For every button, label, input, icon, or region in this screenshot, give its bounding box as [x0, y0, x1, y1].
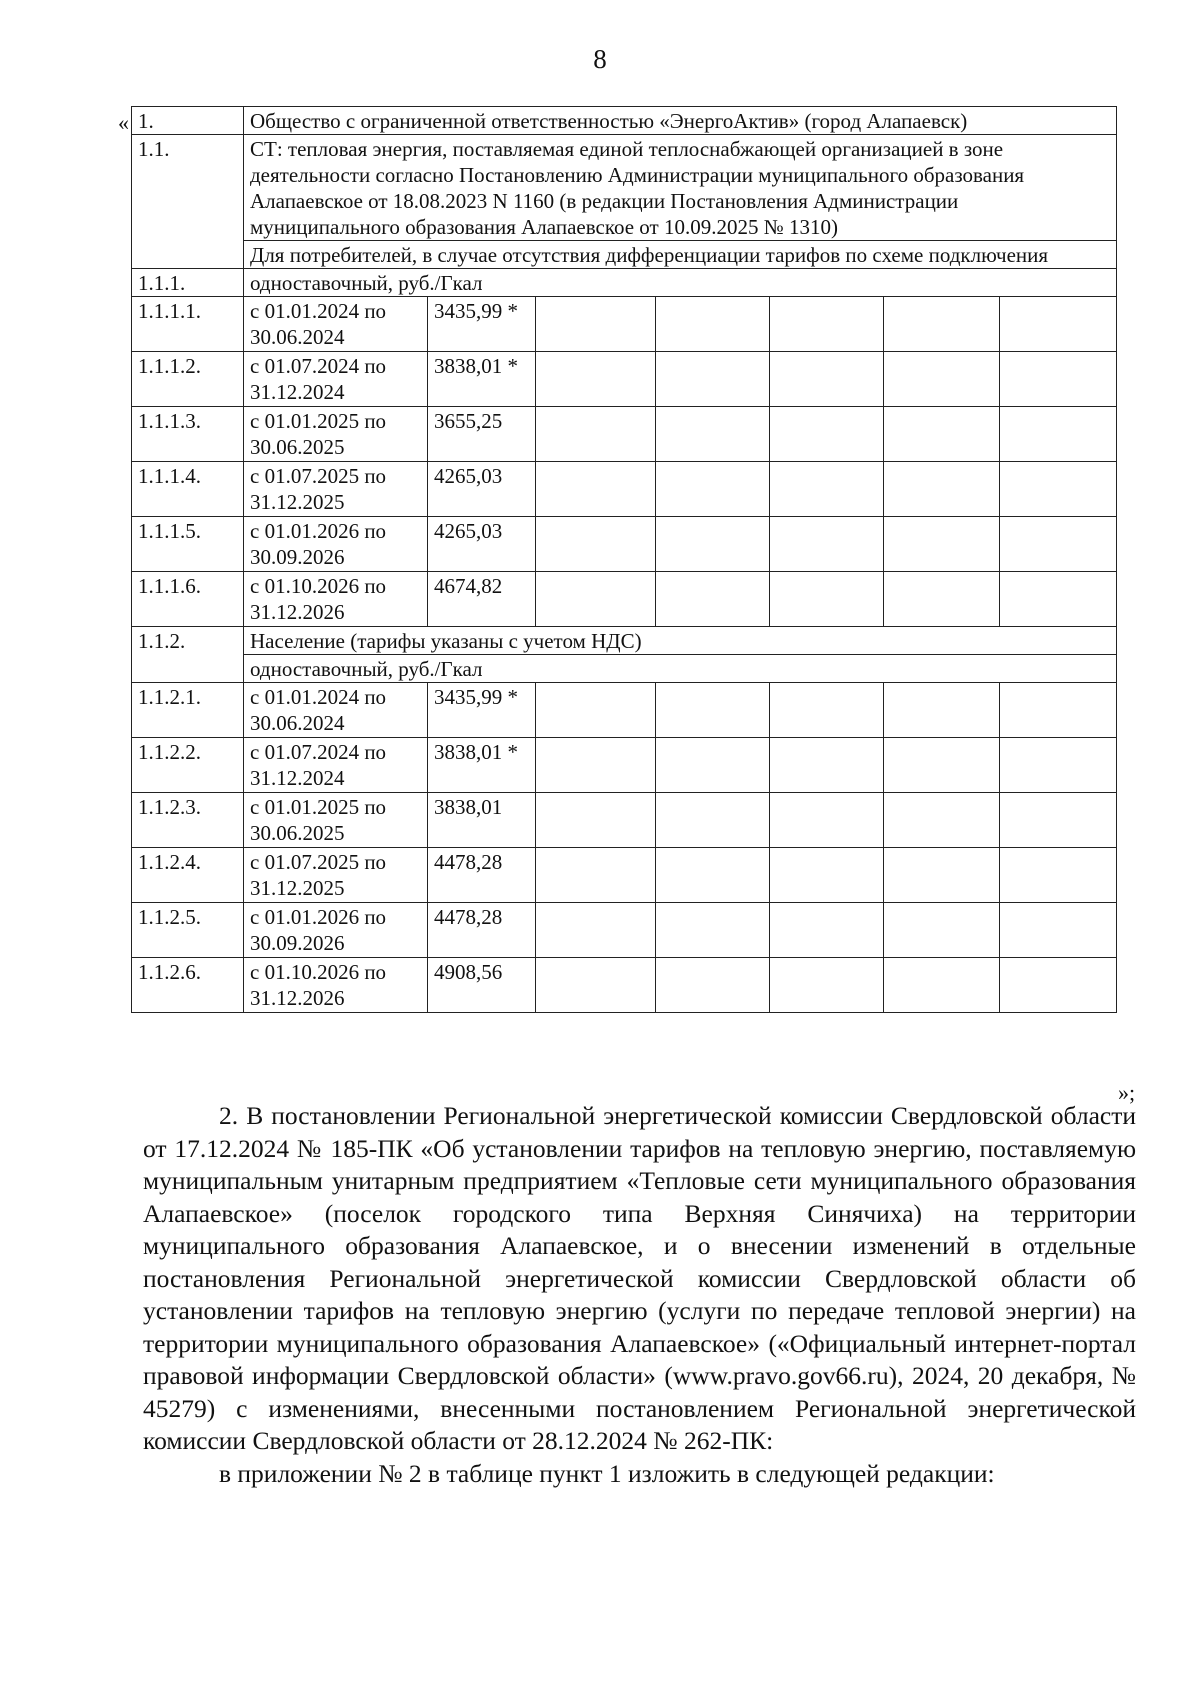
row-period: с 01.07.2024 по 31.12.2024	[244, 738, 428, 793]
tariff-row	[132, 462, 1117, 517]
empty-cell	[536, 738, 656, 793]
row-number: 1.1.1.6.	[132, 572, 244, 627]
tariff-table	[131, 106, 1117, 1013]
paragraph-instruction: в приложении № 2 в таблице пункт 1 изложить в следующей редакции:	[219, 1458, 995, 1488]
empty-cell	[656, 903, 770, 958]
row-value: 4674,82	[428, 572, 536, 627]
empty-cell	[770, 572, 884, 627]
consumers-row	[132, 241, 1117, 269]
group2-title: Население (тарифы указаны с учетом НДС)	[244, 627, 1117, 655]
tariff-row	[132, 903, 1117, 958]
empty-cell	[1000, 903, 1117, 958]
paragraph-amendment: 2. В постановлении Региональной энергетической комиссии Свердловской области от 17.12.2024 № 185-ПК «Об установлении тарифов на тепловую энергию, поставляемую муниципальным унитарным предприятием «Тепловые сети муниципального образования Алапаевское» (поселок городского типа Верхняя Синячиха) на территории муниципального образования Алапаевское, и о внесении изменений в отдельные постановления Региональной энергетической комиссии Свердловской области об установлении тарифов на тепловую энергию (услуги по передаче тепловой энергии) на территории муниципального образования Алапаевское» («Официальный интернет-портал правовой информации Свердловской области» (www.pravo.gov66.ru), 2024, 20 декабря, № 45279) с изменениями, внесенными постановлением Региональной энергетической комиссии Свердловской области от 28.12.2024 № 262-ПК:	[143, 1101, 1136, 1455]
row-number: 1.1.1.5.	[132, 517, 244, 572]
group1-header-row	[132, 269, 1117, 297]
empty-cell	[1000, 958, 1117, 1013]
row-value: 3838,01 *	[428, 352, 536, 407]
org-name: Общество с ограниченной ответственностью «ЭнергоАктив» (город Алапаевск)	[244, 107, 1117, 135]
empty-cell	[1000, 352, 1117, 407]
empty-cell	[536, 793, 656, 848]
tariff-row	[132, 958, 1117, 1013]
empty-cell	[884, 903, 1000, 958]
empty-cell	[1000, 462, 1117, 517]
tariff-row	[132, 793, 1117, 848]
group2-label: одноставочный, руб./Гкал	[244, 655, 1117, 683]
empty-cell	[1000, 738, 1117, 793]
tariff-row	[132, 683, 1117, 738]
row-value: 4908,56	[428, 958, 536, 1013]
empty-cell	[1000, 297, 1117, 352]
empty-cell	[536, 297, 656, 352]
empty-cell	[770, 793, 884, 848]
row-period: с 01.01.2026 по 30.09.2026	[244, 903, 428, 958]
empty-cell	[536, 517, 656, 572]
row-number: 1.1.1.2.	[132, 352, 244, 407]
empty-cell	[1000, 848, 1117, 903]
row-number: 1.1.2.2.	[132, 738, 244, 793]
row-period: с 01.01.2024 по 30.06.2024	[244, 297, 428, 352]
empty-cell	[884, 958, 1000, 1013]
tariff-row	[132, 738, 1117, 793]
group2-title-row	[132, 627, 1117, 655]
group2-number: 1.1.2.	[132, 627, 244, 683]
tariff-row	[132, 297, 1117, 352]
tariff-row	[132, 517, 1117, 572]
row-value: 4478,28	[428, 848, 536, 903]
group1-label: одноставочный, руб./Гкал	[244, 269, 1117, 297]
row-value: 3838,01	[428, 793, 536, 848]
row-number: 1.1.2.3.	[132, 793, 244, 848]
row-period: с 01.10.2026 по 31.12.2026	[244, 958, 428, 1013]
empty-cell	[770, 517, 884, 572]
ct-row	[132, 135, 1117, 241]
empty-cell	[884, 517, 1000, 572]
empty-cell	[656, 958, 770, 1013]
empty-cell	[536, 572, 656, 627]
row-value: 4265,03	[428, 462, 536, 517]
empty-cell	[536, 462, 656, 517]
tariff-row	[132, 407, 1117, 462]
empty-cell	[770, 297, 884, 352]
empty-cell	[770, 903, 884, 958]
group2-label-row	[132, 655, 1117, 683]
row-period: с 01.01.2025 по 30.06.2025	[244, 793, 428, 848]
empty-cell	[884, 297, 1000, 352]
row-number: 1.1.2.4.	[132, 848, 244, 903]
tariff-row	[132, 352, 1117, 407]
empty-cell	[884, 462, 1000, 517]
row-value: 3435,99 *	[428, 683, 536, 738]
page-number: 8	[593, 44, 607, 74]
group1-number: 1.1.1.	[132, 269, 244, 297]
empty-cell	[536, 352, 656, 407]
row-value: 3655,25	[428, 407, 536, 462]
opening-quote: «	[118, 110, 129, 135]
empty-cell	[656, 793, 770, 848]
row-period: с 01.10.2026 по 31.12.2026	[244, 572, 428, 627]
row-period: с 01.07.2025 по 31.12.2025	[244, 462, 428, 517]
ct-text: СТ: тепловая энергия, поставляемая единой теплоснабжающей организацией в зоне деятельности согласно Постановлению Администрации муниципального образования Алапаевское от 18.08.2023 N 1160 (в редакции Постановления Администрации муниципального образования Алапаевское от 10.09.2025 № 1310)	[244, 135, 1117, 241]
empty-cell	[656, 297, 770, 352]
row-period: с 01.01.2026 по 30.09.2026	[244, 517, 428, 572]
empty-cell	[770, 352, 884, 407]
empty-cell	[884, 683, 1000, 738]
empty-cell	[656, 848, 770, 903]
empty-cell	[536, 683, 656, 738]
row-number: 1.1.2.6.	[132, 958, 244, 1013]
row-number: 1.1.1.4.	[132, 462, 244, 517]
closing-quote: »;	[1118, 1080, 1136, 1105]
empty-cell	[884, 738, 1000, 793]
empty-cell	[884, 407, 1000, 462]
org-number: 1.	[132, 107, 244, 135]
empty-cell	[770, 407, 884, 462]
empty-cell	[884, 848, 1000, 903]
empty-cell	[770, 958, 884, 1013]
empty-cell	[656, 517, 770, 572]
empty-cell	[656, 407, 770, 462]
tariff-row	[132, 572, 1117, 627]
empty-cell	[1000, 517, 1117, 572]
row-period: с 01.01.2025 по 30.06.2025	[244, 407, 428, 462]
empty-cell	[656, 738, 770, 793]
empty-cell	[1000, 793, 1117, 848]
org-row	[132, 107, 1117, 135]
empty-cell	[536, 848, 656, 903]
row-value: 3838,01 *	[428, 738, 536, 793]
consumers-text: Для потребителей, в случае отсутствия дифференциации тарифов по схеме подключения	[244, 241, 1117, 269]
empty-cell	[656, 683, 770, 738]
empty-cell	[536, 958, 656, 1013]
row-value: 3435,99 *	[428, 297, 536, 352]
row-number: 1.1.2.1.	[132, 683, 244, 738]
empty-cell	[1000, 683, 1117, 738]
empty-cell	[1000, 407, 1117, 462]
row-period: с 01.01.2024 по 30.06.2024	[244, 683, 428, 738]
tariff-row	[132, 848, 1117, 903]
empty-cell	[1000, 572, 1117, 627]
row-value: 4478,28	[428, 903, 536, 958]
empty-cell	[536, 407, 656, 462]
row-number: 1.1.2.5.	[132, 903, 244, 958]
empty-cell	[656, 352, 770, 407]
row-number: 1.1.1.3.	[132, 407, 244, 462]
row-number: 1.1.1.1.	[132, 297, 244, 352]
empty-cell	[770, 683, 884, 738]
empty-cell	[656, 462, 770, 517]
empty-cell	[770, 738, 884, 793]
row-period: с 01.07.2025 по 31.12.2025	[244, 848, 428, 903]
body-text	[143, 1100, 1136, 1490]
ct-number: 1.1.	[132, 135, 244, 269]
empty-cell	[656, 572, 770, 627]
empty-cell	[770, 848, 884, 903]
empty-cell	[884, 352, 1000, 407]
row-value: 4265,03	[428, 517, 536, 572]
empty-cell	[536, 903, 656, 958]
row-period: с 01.07.2024 по 31.12.2024	[244, 352, 428, 407]
empty-cell	[884, 572, 1000, 627]
empty-cell	[884, 793, 1000, 848]
empty-cell	[770, 462, 884, 517]
